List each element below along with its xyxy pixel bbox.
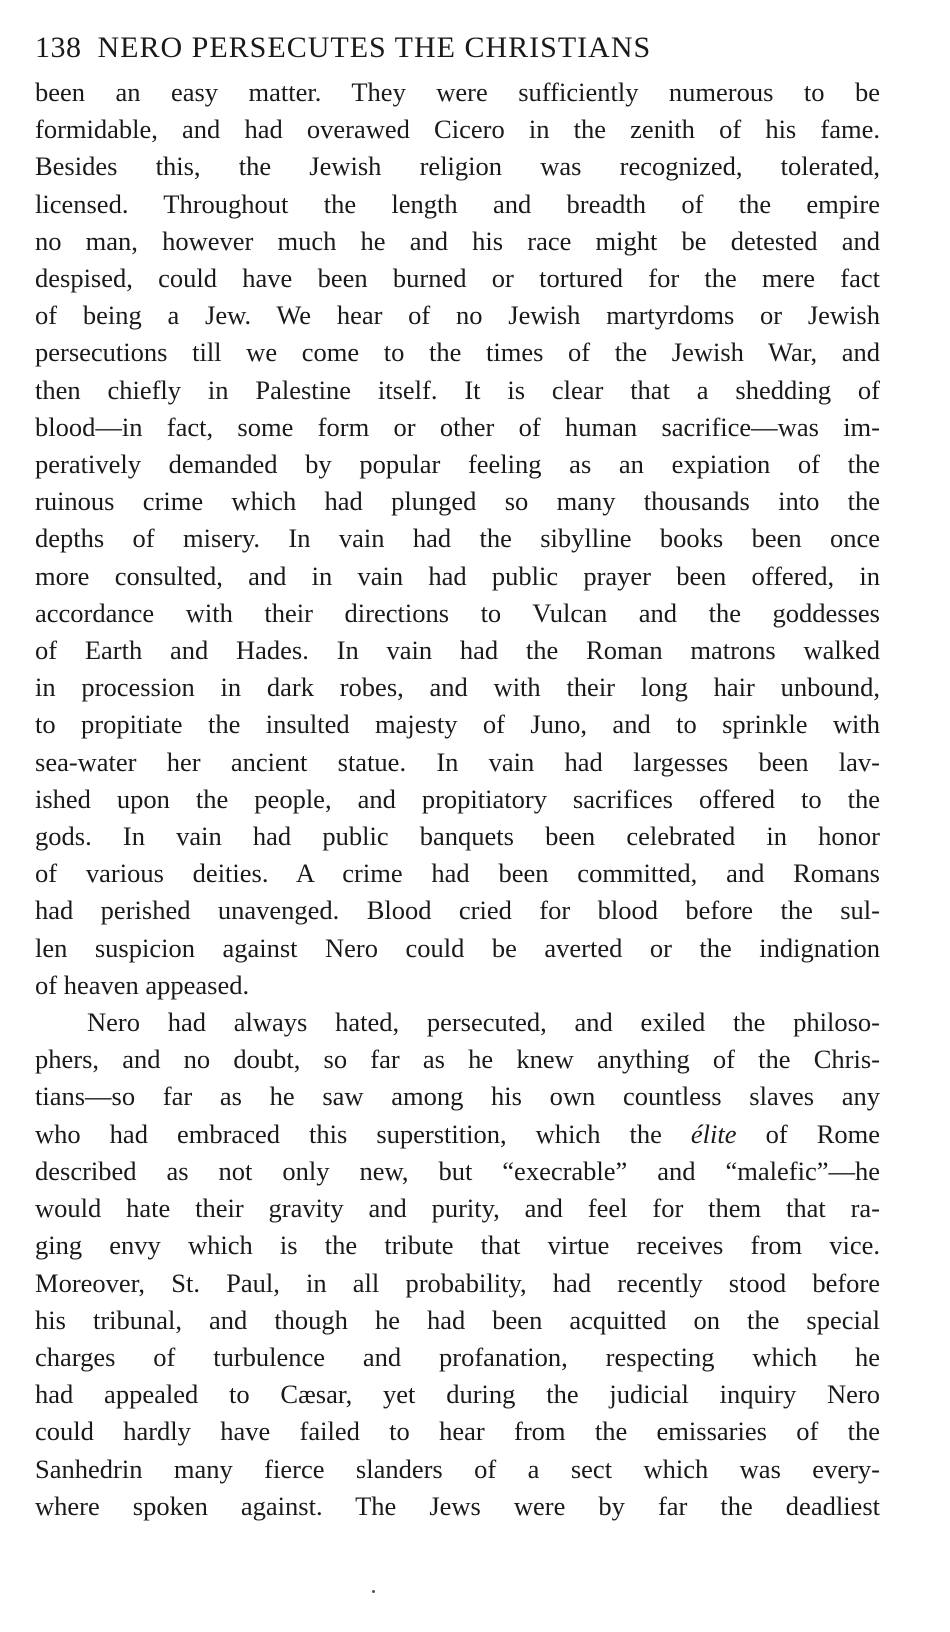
italic-word: élite bbox=[690, 1118, 737, 1149]
text-line: been an easy matter. They were sufficiently numerous to be bbox=[35, 77, 880, 107]
text-line: despised, could have been burned or tortured for the mere fact bbox=[35, 263, 880, 294]
text-line: Sanhedrin many fierce slanders of a sect which was every- bbox=[35, 1453, 880, 1484]
paragraph-2 bbox=[35, 1004, 880, 1525]
book-page bbox=[35, 28, 880, 1525]
text-line: to propitiate the insulted majesty of Juno, and to sprinkle with bbox=[35, 709, 880, 740]
paragraph-1 bbox=[35, 74, 880, 1004]
text-line: blood—in fact, some form or other of human sacrifice—was im- bbox=[35, 411, 880, 442]
ink-speck bbox=[372, 1590, 375, 1593]
text-line: of various deities. A crime had been committed, and Romans bbox=[35, 858, 880, 889]
text-line: ished upon the people, and propitiatory sacrifices offered to the bbox=[35, 783, 880, 814]
page-number: 138 bbox=[35, 31, 82, 64]
text-line: where spoken against. The Jews were by far the deadliest bbox=[35, 1490, 880, 1521]
text-line: licensed. Throughout the length and breadth of the empire bbox=[35, 188, 880, 219]
text-line: of heaven appeased. bbox=[35, 969, 250, 1000]
text-line: of Earth and Hades. In vain had the Roman matrons walked bbox=[35, 635, 880, 666]
text-line: ging envy which is the tribute that virtue receives from vice. bbox=[35, 1230, 880, 1261]
text-line: then chiefly in Palestine itself. It is clear that a shedding of bbox=[35, 374, 880, 405]
text-line: more consulted, and in vain had public prayer been offered, in bbox=[35, 560, 880, 591]
text-line: formidable, and had overawed Cicero in the zenith of his fame. bbox=[35, 114, 880, 145]
text-line: could hardly have failed to hear from the emissaries of the bbox=[35, 1416, 880, 1447]
text-line: Nero had always hated, persecuted, and exiled the philoso- bbox=[87, 1007, 880, 1038]
running-head-title: NERO PERSECUTES THE CHRISTIANS bbox=[97, 31, 652, 64]
text-line: his tribunal, and though he had been acquitted on the special bbox=[35, 1304, 880, 1335]
text-line: had perished unavenged. Blood cried for blood before the sul- bbox=[35, 895, 880, 926]
text-line: had appealed to Cæsar, yet during the judicial inquiry Nero bbox=[35, 1379, 880, 1410]
running-head bbox=[35, 28, 880, 68]
text-line: tians—so far as he saw among his own countless slaves any bbox=[35, 1081, 880, 1112]
text-line: ruinous crime which had plunged so many thousands into the bbox=[35, 486, 880, 517]
text-line: phers, and no doubt, so far as he knew anything of the Chris- bbox=[35, 1044, 880, 1075]
text-line: sea-water her ancient statue. In vain had largesses been lav- bbox=[35, 746, 880, 777]
text-line: of being a Jew. We hear of no Jewish martyrdoms or Jewish bbox=[35, 300, 880, 331]
text-line: depths of misery. In vain had the sibylline books been once bbox=[35, 523, 880, 554]
text-line: len suspicion against Nero could be averted or the indignation bbox=[35, 932, 880, 963]
text-line: accordance with their directions to Vulcan and the goddesses bbox=[35, 597, 880, 628]
text-line: gods. In vain had public banquets been celebrated in honor bbox=[35, 821, 880, 852]
body-text bbox=[35, 74, 880, 1525]
text-line: charges of turbulence and profanation, respecting which he bbox=[35, 1341, 880, 1372]
text-segment: who had embraced this superstition, which the bbox=[35, 1118, 691, 1149]
text-line bbox=[35, 1116, 880, 1153]
text-line: Moreover, St. Paul, in all probability, had recently stood before bbox=[35, 1267, 880, 1298]
text-line: no man, however much he and his race might be detested and bbox=[35, 225, 880, 256]
text-line: in procession in dark robes, and with their long hair unbound, bbox=[35, 672, 880, 703]
text-line: described as not only new, but “execrable” and “malefic”—he bbox=[35, 1155, 880, 1186]
text-segment: of Rome bbox=[736, 1118, 880, 1149]
text-line: Besides this, the Jewish religion was recognized, tolerated, bbox=[35, 151, 880, 182]
text-line: peratively demanded by popular feeling as an expiation of the bbox=[35, 449, 880, 480]
text-line: persecutions till we come to the times of the Jewish War, and bbox=[35, 337, 880, 368]
text-line: would hate their gravity and purity, and feel for them that ra- bbox=[35, 1193, 880, 1224]
